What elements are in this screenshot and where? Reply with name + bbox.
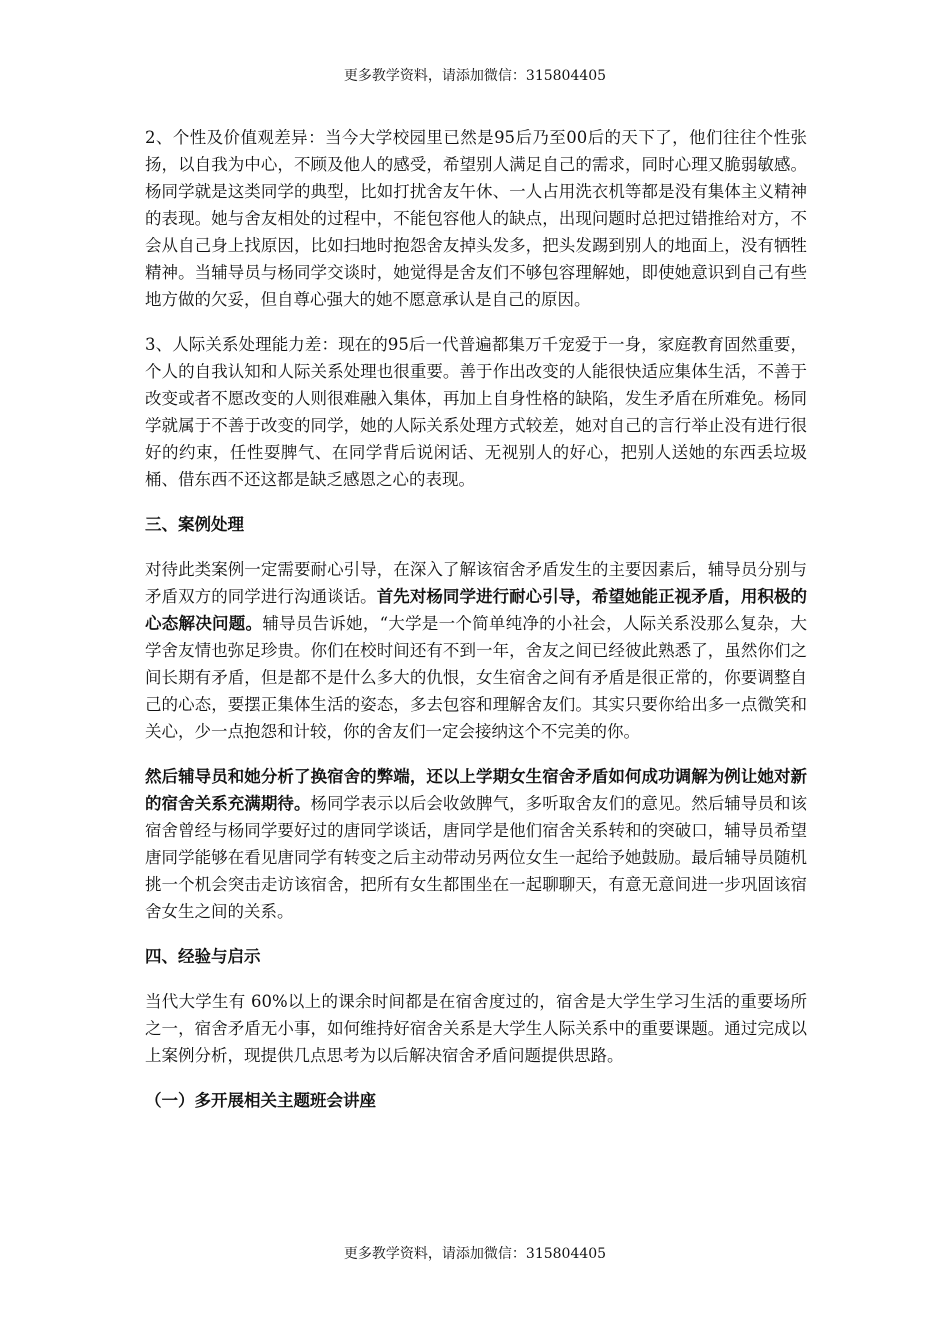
- paragraph-case-handling-1: [145, 556, 807, 745]
- paragraph-bold-text: 首先对杨同学进行耐心引导，希望她能正视矛盾，用积极的心态解决问题。: [145, 587, 808, 633]
- page-footer: 更多教学资料，请添加微信：315804405: [343, 1246, 607, 1262]
- paragraph-bold-text: 然后辅导员和她分析了换宿舍的弊端，还以上学期女生宿舍矛盾如何成功调解为例让她对新的宿舍关系充满期待。: [145, 767, 807, 813]
- section-heading-case-handling: 三、案例处理: [145, 515, 244, 534]
- paragraph-interpersonal-skills: 3、人际关系处理能力差：现在的95后一代普遍都集万千宠爱于一身，家庭教育固然重要，个人的自我认知和人际关系处理也很重要。善于作出改变的人能很快适应集体生活，不善于改变或者不愿改变的人则很难融入集体，再加上自身性格的缺陷，发生矛盾在所难免。杨同学就属于不善于改变的同学，她的人际关系处理方式较差，她对自己的言行举止没有进行很好的约束，任性耍脾气、在同学背后说闲话、无视别人的好心，把别人送她的东西丢垃圾桶、借东西不还这都是缺乏感恩之心的表现。: [145, 335, 807, 489]
- paragraph-text: 杨同学表示以后会收敛脾气，多听取舍友们的意见。然后辅导员和该宿舍曾经与杨同学要好过的唐同学谈话，唐同学是他们宿舍关系转和的突破口，辅导员希望唐同学能够在看见唐同学有转变之后主动带动另两位女生一起给予她鼓励。最后辅导员随机挑一个机会突击走访该宿舍，把所有女生都围坐在一起聊聊天，有意无意间进一步巩固该宿舍女生之间的关系。: [145, 794, 808, 921]
- document-body: [145, 124, 807, 1114]
- paragraph-text: 辅导员告诉她，“大学是一个简单纯净的小社会，人际关系没那么复杂，大学舍友情也弥足珍贵。你们在校时间还有不到一年，舍友之间已经彼此熟悉了，虽然你们之间长期有矛盾，但是都不是什么多大的仇恨，女生宿舍之间有矛盾是很正常的，你要调整自己的心态，要摆正集体生活的姿态，多去包容和理解舍友们。其实只要你给出多一点微笑和关心，少一点抱怨和计较，你的舍友们一定会接纳这个不完美的你。: [145, 614, 808, 741]
- subsection-heading-class-meetings: （一）多开展相关主题班会讲座: [145, 1091, 376, 1110]
- section-heading-lessons: 四、经验与启示: [145, 947, 261, 966]
- paragraph-personality-values: 2、个性及价值观差异：当今大学校园里已然是95后乃至00后的天下了，他们往往个性张扬，以自我为中心，不顾及他人的感受，希望别人满足自己的需求，同时心理又脆弱敏感。杨同学就是这类同学的典型，比如打扰舍友午休、一人占用洗衣机等都是没有集体主义精神的表现。她与舍友相处的过程中，不能包容他人的缺点，出现问题时总把过错推给对方，不会从自己身上找原因，比如扫地时抱怨舍友掉头发多，把头发踢到别人的地面上，没有牺牲精神。当辅导员与杨同学交谈时，她觉得是舍友们不够包容理解她，即使她意识到自己有些地方做的欠妥，但自尊心强大的她不愿意承认是自己的原因。: [145, 128, 807, 309]
- paragraph-lessons: 当代大学生有 60%以上的课余时间都是在宿舍度过的，宿舍是大学生学习生活的重要场所之一，宿舍矛盾无小事，如何维持好宿舍关系是大学生人际关系中的重要课题。通过完成以上案例分析，现提供几点思考为以后解决宿舍矛盾问题提供思路。: [145, 992, 807, 1065]
- page-header: 更多教学资料，请添加微信：315804405: [343, 68, 607, 84]
- paragraph-text: 对待此类案例一定需要耐心引导，在深入了解该宿舍矛盾发生的主要因素后，辅导员分别与矛盾双方的同学进行沟通谈话。: [145, 560, 807, 606]
- paragraph-case-handling-2: [145, 763, 807, 925]
